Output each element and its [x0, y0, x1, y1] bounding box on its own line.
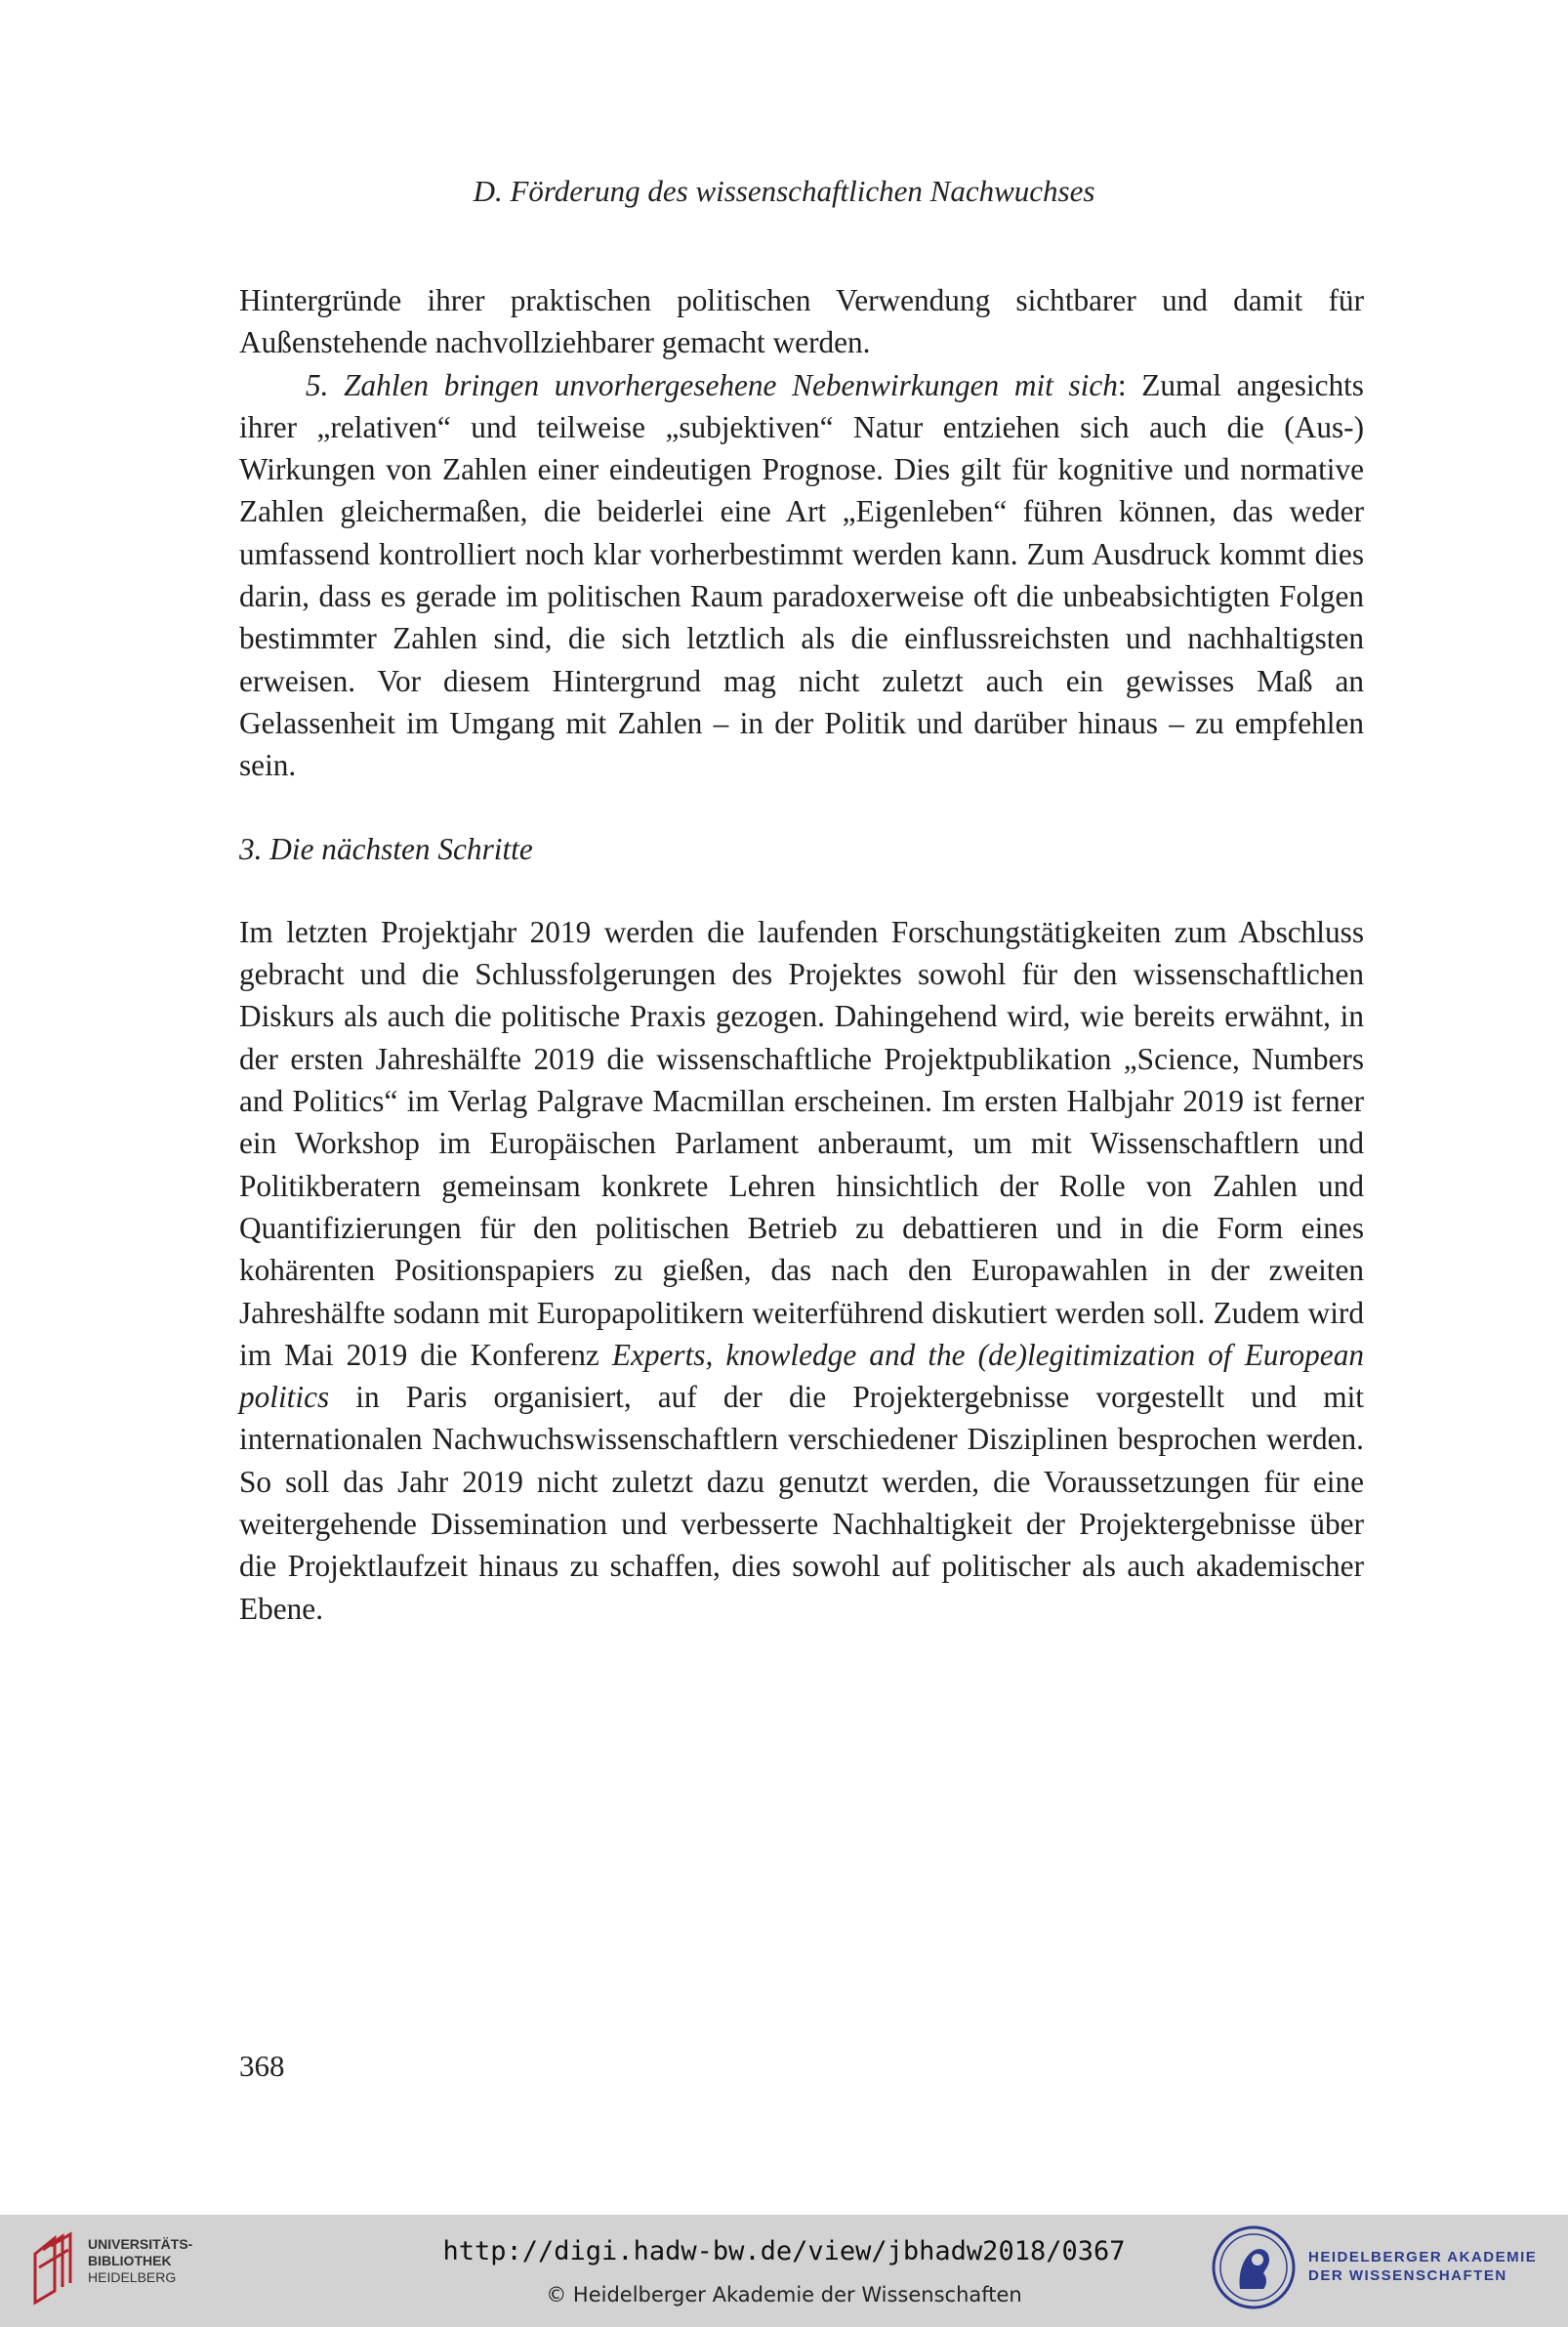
- page-number: 368: [239, 2049, 285, 2083]
- section-heading: 3. Die nächsten Schritte: [239, 831, 533, 866]
- footer-url-link[interactable]: http://digi.hadw-bw.de/view/jbhadw2018/0367: [442, 2236, 1126, 2266]
- paragraph-point-5: [239, 364, 1364, 787]
- paragraph-next-steps: [239, 911, 1364, 1630]
- academy-seal-icon: [1211, 2224, 1297, 2310]
- university-library-name: UNIVERSITÄTS- BIBLIOTHEK HEIDELBERG: [88, 2236, 193, 2285]
- footer-copyright: © Heidelberger Akademie der Wissenschaften: [546, 2283, 1022, 2306]
- point-5-text: : Zumal angesichts ihrer „relativen“ und teilweise „subjektiven“ Natur entziehen sich auch die (Aus-) Wirkungen von Zahlen einer eindeutigen Prognose. Dies gilt für kognitive und normative Zahlen gleichermaßen, die beiderlei eine Art „Eigenleben“ führen können, das weder umfassend kontrolliert noch klar vorherbestimmt werden kann. Zum Ausdruck kommt dies darin, dass es gerade im politischen Raum paradoxerweise oft die unbeabsichtigten Folgen bestimmter Zahlen sind, die sich letztlich als die einflussreichsten und nachhaltigsten erweisen. Vor diesem Hintergrund mag nicht zuletzt auch ein gewisses Maß an Gelassenheit im Umgang mit Zahlen – in der Politik und darüber hinaus – zu empfehlen sein.: [239, 367, 1364, 783]
- conference-title: Experts, knowledge and the (de)legitimization of European politics: [239, 1337, 1364, 1415]
- running-head: D. Förderung des wissenschaftlichen Nachwuchses: [473, 174, 1095, 208]
- paragraph-continuation: Hintergründe ihrer praktischen politischen Verwendung sichtbarer und damit für Außenstehende nachvollziehbarer gemacht werden.: [239, 283, 1364, 360]
- academy-name: HEIDELBERGER AKADEMIE DER WISSENSCHAFTEN: [1308, 2249, 1538, 2284]
- footer-bar: [0, 2215, 1568, 2327]
- next-steps-text-2: in Paris organisiert, auf der die Projektergebnisse vorgestellt und mit internationalen Nachwuchswissenschaftlern verschiedener Disziplinen besprochen werden. So soll das Jahr 2019 nicht zuletzt dazu genutzt werden, die Voraussetzungen für eine weitergehende Dissemination und verbesserte Nachhaltigkeit der Projektergebnisse über die Projektlaufzeit hinaus zu schaffen, dies sowohl auf politischer als auch akademischer Ebene.: [239, 1380, 1364, 1626]
- body-text: [239, 279, 1364, 1630]
- next-steps-text-1: Im letzten Projektjahr 2019 werden die laufenden Forschungstätigkeiten zum Abschluss gebracht und die Schlussfolgerungen des Projektes sowohl für den wissenschaftlichen Diskurs als auch die politische Praxis gezogen. Dahingehend wird, wie bereits erwähnt, in der ersten Jahreshälfte 2019 die wissenschaftliche Projektpublikation „Science, Numbers and Politics“ im Verlag Palgrave Macmillan erscheinen. Im ersten Halbjahr 2019 ist ferner ein Workshop im Europäischen Parlament anberaumt, um mit Wissenschaftlern und Politikberatern gemeinsam konkrete Lehren hinsichtlich der Rolle von Zahlen und Quantifizierungen für den politischen Betrieb zu debattieren und in die Form eines kohärenten Positionspapiers zu gießen, das nach den Europawahlen in der zweiten Jahreshälfte sodann mit Europapolitikern weiterführend diskutiert werden soll. Zudem wird im Mai 2019 die Konferenz: [239, 914, 1364, 1372]
- point-5-title: 5. Zahlen bringen unvorhergesehene Nebenwirkungen mit sich: [306, 367, 1118, 402]
